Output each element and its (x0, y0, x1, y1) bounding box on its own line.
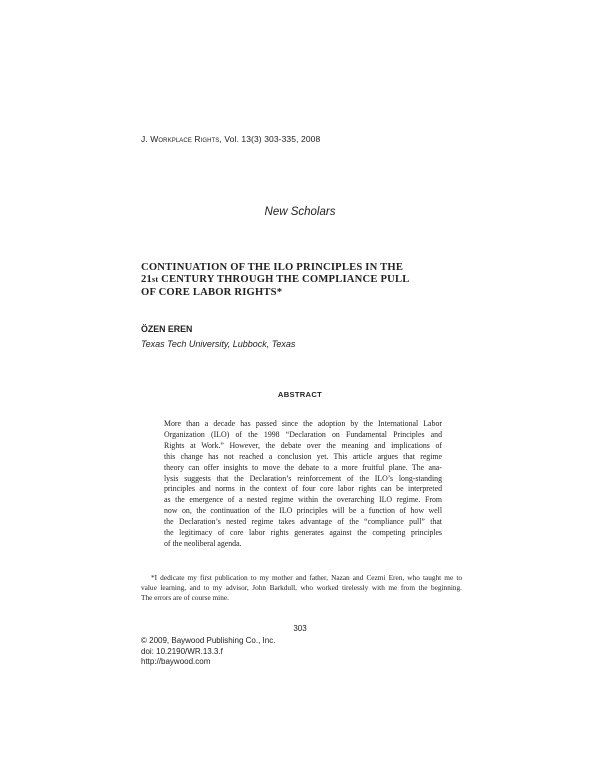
author-affiliation: Texas Tech University, Lubbock, Texas (141, 339, 296, 349)
copyright-line: © 2009, Baywood Publishing Co., Inc. (141, 636, 276, 645)
journal-title: J. Workplace Rights (141, 134, 220, 144)
title-line-1: CONTINUATION OF THE ILO PRINCIPLES IN THE (141, 262, 404, 273)
abstract-heading: ABSTRACT (277, 390, 323, 399)
journal-volume-pages: , Vol. 13(3) 303-335, 2008 (219, 134, 321, 144)
abstract-line: this change has not reached a conclusion yet. This article argues that regime (164, 451, 442, 461)
abstract-line: Rights at Work.” However, the debate over the meaning and implications of (164, 440, 442, 450)
publisher-url[interactable]: http://baywood.com (141, 657, 211, 667)
title-century-ordinal: st (152, 275, 159, 285)
abstract-line: of the neoliberal agenda. (164, 538, 242, 548)
footnote-line: value learning, and to my advisor, John Barkdull, who worked tirelessly with me from the beginning. (141, 583, 462, 592)
abstract-line: lysis suggests that the Declaration’s reinforcement of the ILO’s long-standing (164, 473, 442, 483)
abstract-line: principles and norms in the context of four core labor rights can be interpreted (164, 484, 442, 494)
doi-line: doi: 10.2190/WR.13.3.f (141, 646, 223, 656)
page-number: 303 (293, 624, 307, 633)
author-name: ÖZEN EREN (141, 324, 193, 334)
abstract-line: theory can offer insights to move the debate to a more fruitful plane. The ana- (164, 462, 442, 472)
abstract-line: Organization (ILO) of the 1998 “Declaration on Fundamental Principles and (164, 429, 442, 439)
abstract-line: as the emergence of a nested regime within the overarching ILO regime. From (164, 495, 442, 505)
title-line-2-rest: CENTURY THROUGH THE COMPLIANCE PULL (158, 274, 410, 286)
footnote (141, 573, 462, 603)
title-line-3: OF CORE LABOR RIGHTS* (141, 286, 283, 298)
title-century-number: 21 (141, 274, 152, 286)
abstract-line: now on, the continuation of the ILO principles will be a function of how well (164, 506, 442, 516)
section-label: New Scholars (264, 206, 336, 218)
title-line-2 (141, 274, 471, 286)
footnote-line: *I dedicate my first publication to my mother and father, Nazan and Cezmi Eren, who taught me to (151, 573, 462, 582)
journal-citation (141, 134, 320, 144)
abstract-line: the legitimacy of core labor rights generates against the competing principles (164, 528, 442, 538)
copyright-block (141, 636, 275, 668)
abstract-body (164, 419, 442, 550)
footnote-line: The errors are of course mine. (141, 593, 229, 602)
abstract-line: More than a decade has passed since the adoption by the International Labor (164, 419, 442, 428)
abstract-line: the Declaration’s nested regime takes advantage of the “compliance pull” that (164, 517, 442, 527)
article-title (141, 262, 471, 299)
